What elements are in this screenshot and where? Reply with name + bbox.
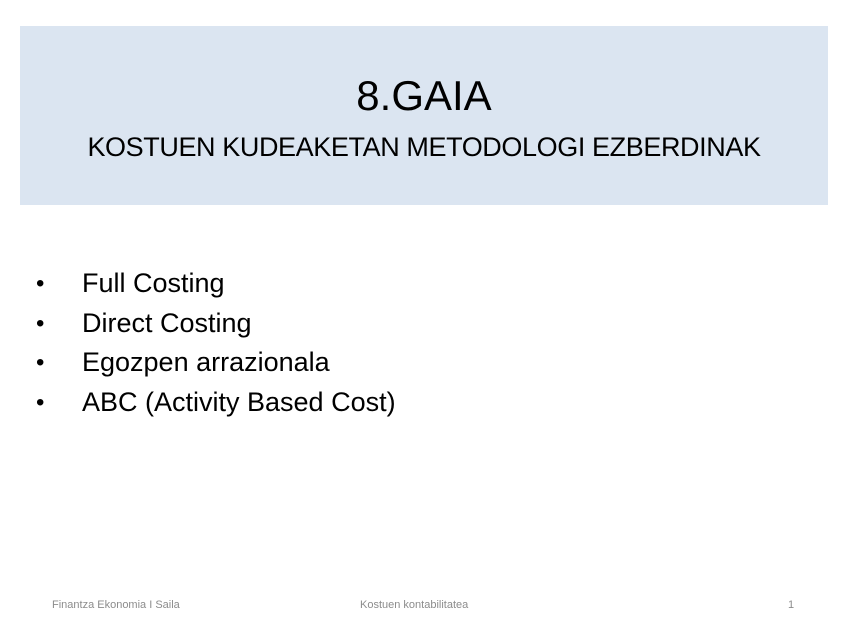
bullet-icon: •	[36, 270, 45, 297]
footer-course: Kostuen kontabilitatea	[360, 599, 469, 611]
bullet-label: Full Costing	[82, 268, 225, 298]
bullet-icon: •	[36, 349, 45, 377]
footer-page-number: 1	[788, 599, 795, 611]
footer-department: Finantza Ekonomia I Saila	[52, 599, 180, 611]
slide-subtitle: KOSTUEN KUDEAKETAN METODOLOGI EZBERDINAK	[87, 132, 761, 162]
bullet-icon: •	[36, 309, 45, 337]
slide-title: 8.GAIA	[356, 72, 492, 119]
bullet-label: Direct Costing	[82, 307, 252, 338]
bullet-label: Egozpen arrazionala	[82, 347, 330, 378]
bullet-label: ABC (Activity Based Cost)	[82, 386, 396, 417]
bullet-icon: •	[36, 388, 45, 416]
